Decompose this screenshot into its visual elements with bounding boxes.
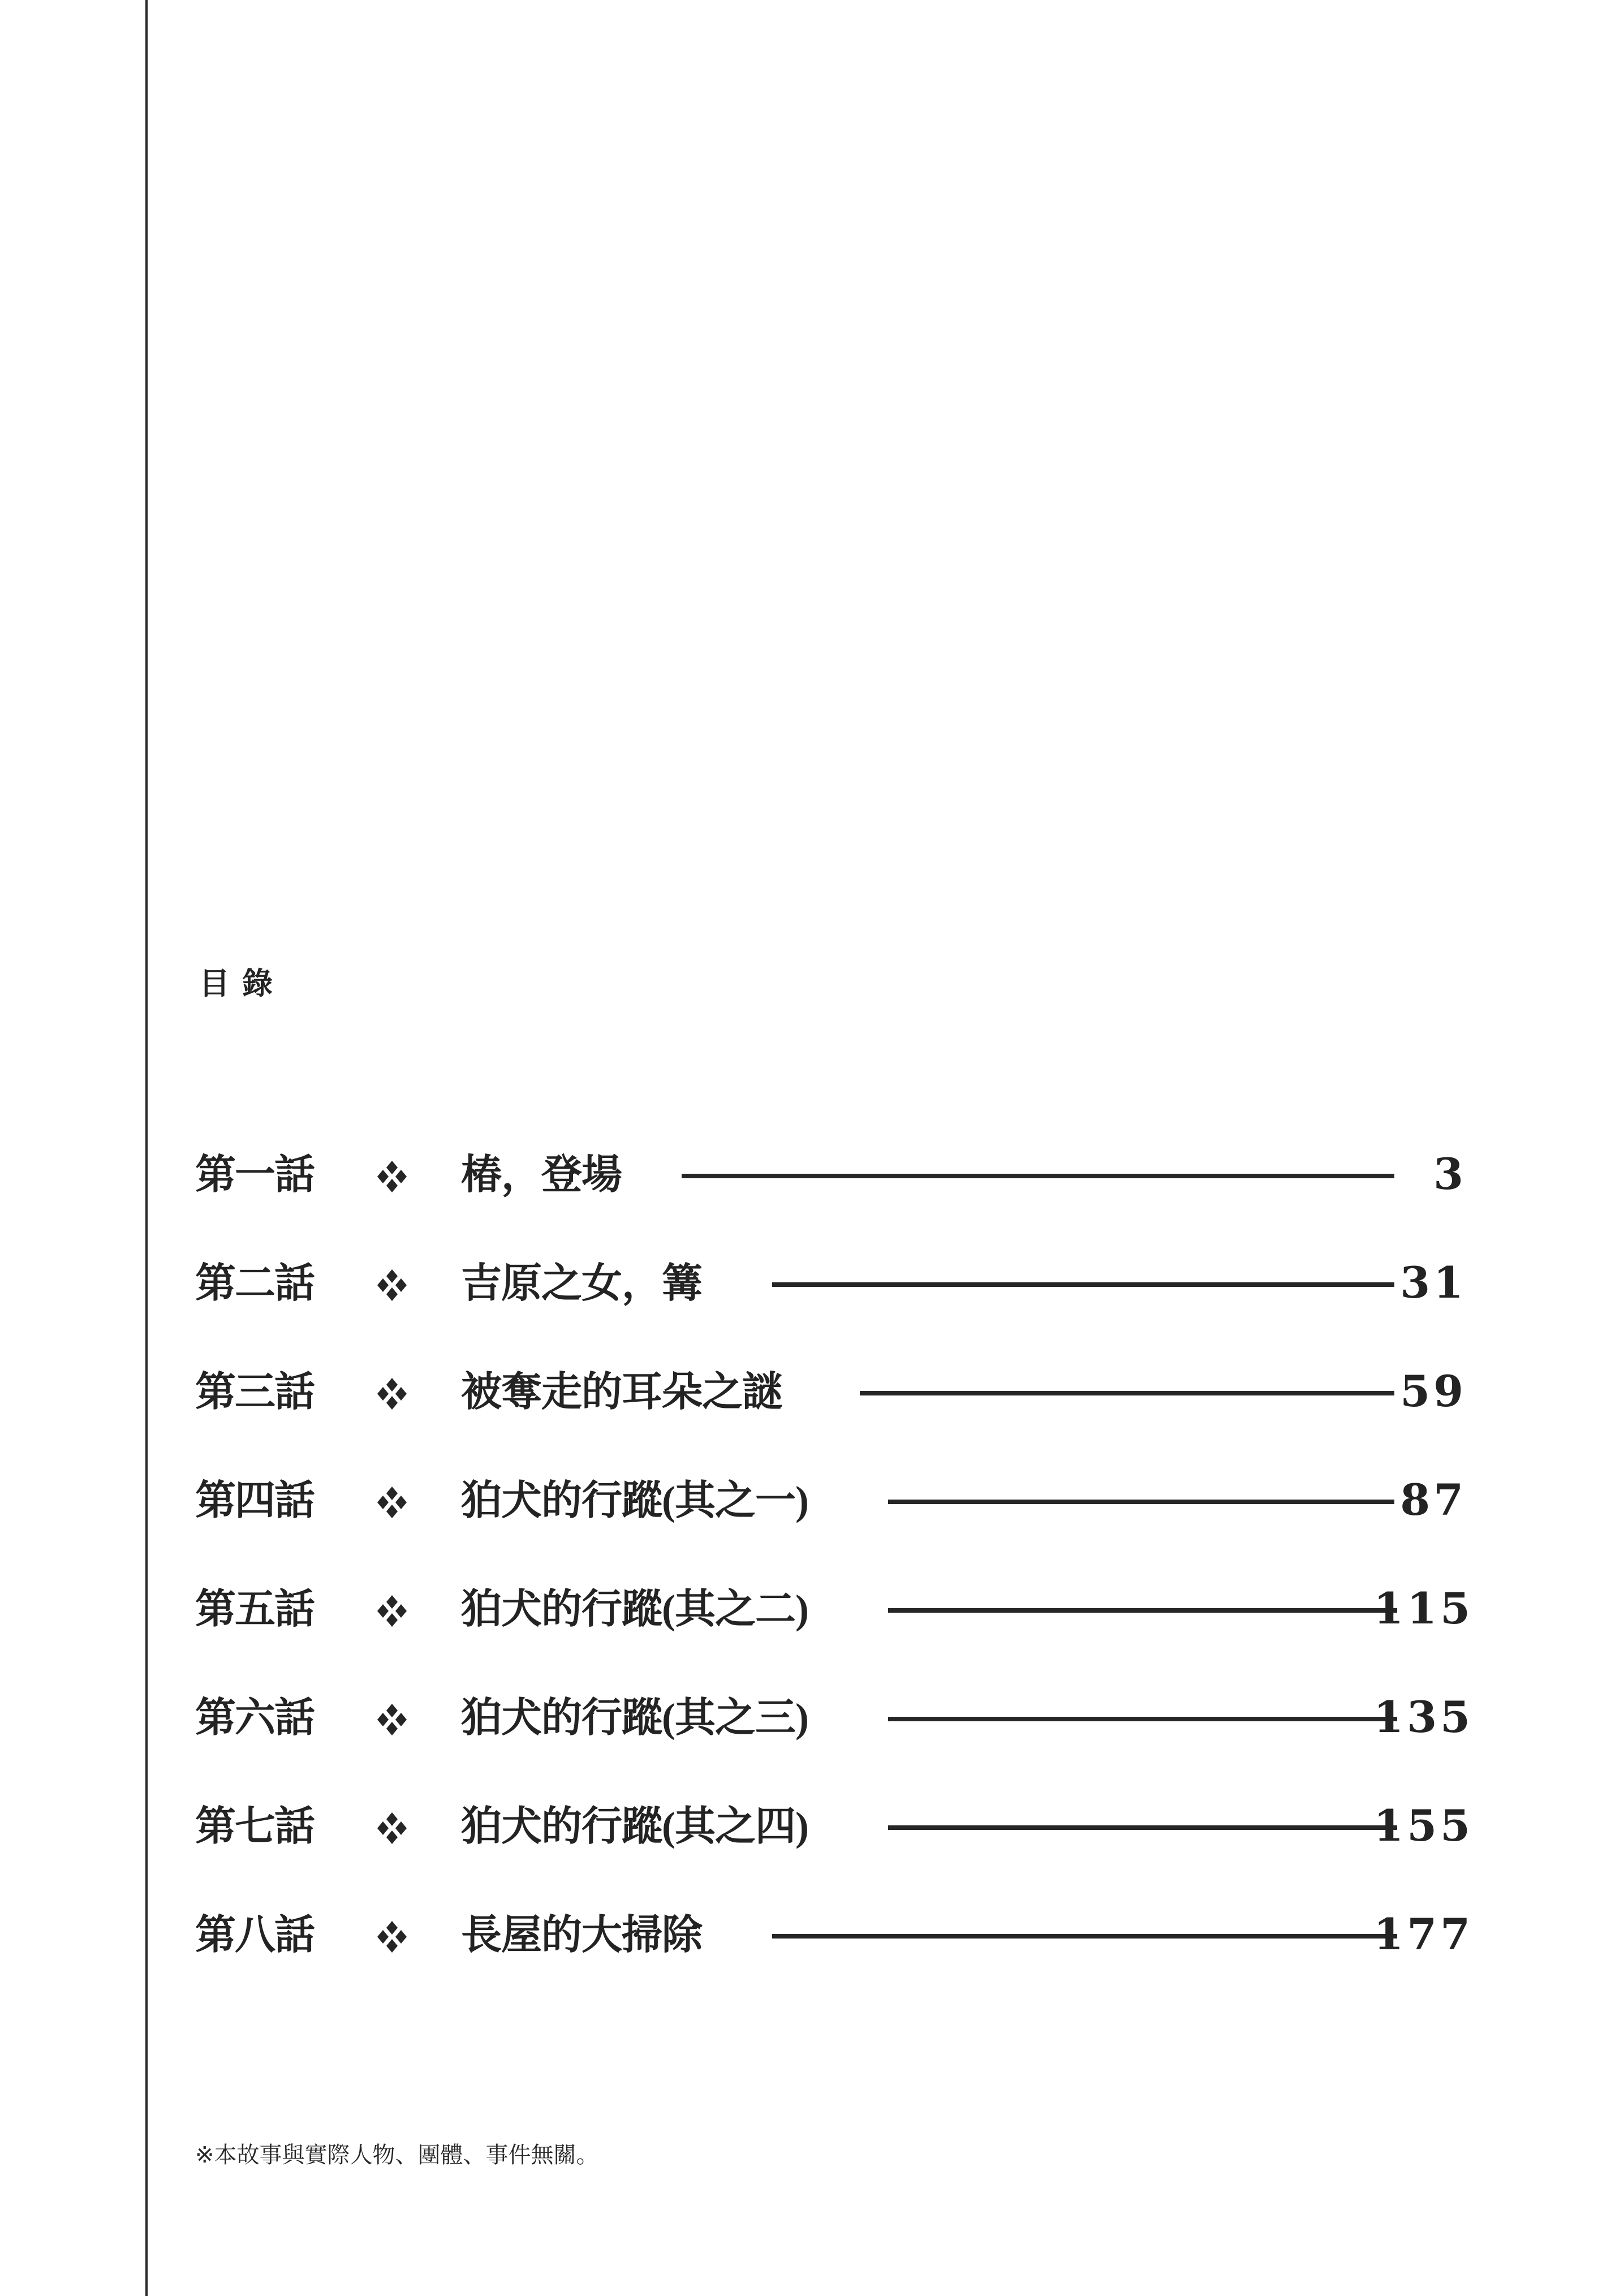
- leader-line: [888, 1825, 1397, 1830]
- chapter-title: 狛犬的行蹤(其之二): [461, 1587, 808, 1632]
- disclaimer-note: ※本故事與實際人物、團體、事件無關。: [195, 2142, 599, 2168]
- chapter-number: 第二話: [195, 1261, 315, 1306]
- chapter-number: 第六話: [195, 1695, 315, 1741]
- leader-line: [888, 1608, 1397, 1613]
- page-number: 135: [1373, 1692, 1474, 1742]
- chapter-number: 第三話: [195, 1369, 315, 1415]
- page-number: 155: [1373, 1800, 1474, 1851]
- leader-line: [772, 1282, 1394, 1287]
- chapter-title: 狛犬的行蹤(其之一): [461, 1478, 808, 1523]
- toc-entry[interactable]: [195, 1258, 1474, 1320]
- chapter-number: 第一話: [195, 1152, 315, 1197]
- leader-line: [860, 1391, 1394, 1395]
- four-diamond-bullet-icon: [375, 1377, 409, 1411]
- leader-line: [888, 1500, 1394, 1504]
- toc-entry[interactable]: [195, 1692, 1474, 1755]
- chapter-number: 第七話: [195, 1804, 315, 1849]
- chapter-title: 吉原之女，篝: [461, 1261, 703, 1306]
- four-diamond-bullet-icon: [375, 1594, 409, 1628]
- four-diamond-bullet-icon: [375, 1268, 409, 1302]
- four-diamond-bullet-icon: [375, 1485, 409, 1519]
- page-number: 31: [1400, 1257, 1467, 1308]
- toc-entry[interactable]: [195, 1475, 1474, 1537]
- page-number: 3: [1433, 1149, 1467, 1199]
- chapter-number: 第八話: [195, 1912, 315, 1958]
- chapter-number: 第四話: [195, 1478, 315, 1523]
- leader-line: [888, 1717, 1397, 1721]
- four-diamond-bullet-icon: [375, 1703, 409, 1737]
- leader-line: [682, 1174, 1394, 1178]
- page-number: 59: [1400, 1366, 1467, 1416]
- toc-entry[interactable]: [195, 1367, 1474, 1429]
- chapter-title: 被奪走的耳朵之謎: [461, 1369, 783, 1415]
- page-number: 115: [1373, 1583, 1474, 1634]
- chapter-title: 狛犬的行蹤(其之四): [461, 1804, 808, 1849]
- page-title: 目錄: [199, 966, 285, 1001]
- chapter-title: 椿，登場: [461, 1152, 622, 1197]
- chapter-number: 第五話: [195, 1587, 315, 1632]
- page-gutter-line: [145, 0, 148, 2296]
- toc-entry[interactable]: [195, 1801, 1474, 1863]
- four-diamond-bullet-icon: [375, 1920, 409, 1954]
- four-diamond-bullet-icon: [375, 1811, 409, 1845]
- chapter-title: 長屋的大掃除: [461, 1912, 703, 1958]
- toc-entry[interactable]: [195, 1149, 1474, 1212]
- page-number: 177: [1373, 1909, 1474, 1959]
- leader-line: [772, 1934, 1397, 1939]
- chapter-title: 狛犬的行蹤(其之三): [461, 1695, 808, 1741]
- four-diamond-bullet-icon: [375, 1160, 409, 1194]
- toc-entry[interactable]: [195, 1910, 1474, 1972]
- page-number: 87: [1400, 1475, 1467, 1525]
- toc-entry[interactable]: [195, 1584, 1474, 1646]
